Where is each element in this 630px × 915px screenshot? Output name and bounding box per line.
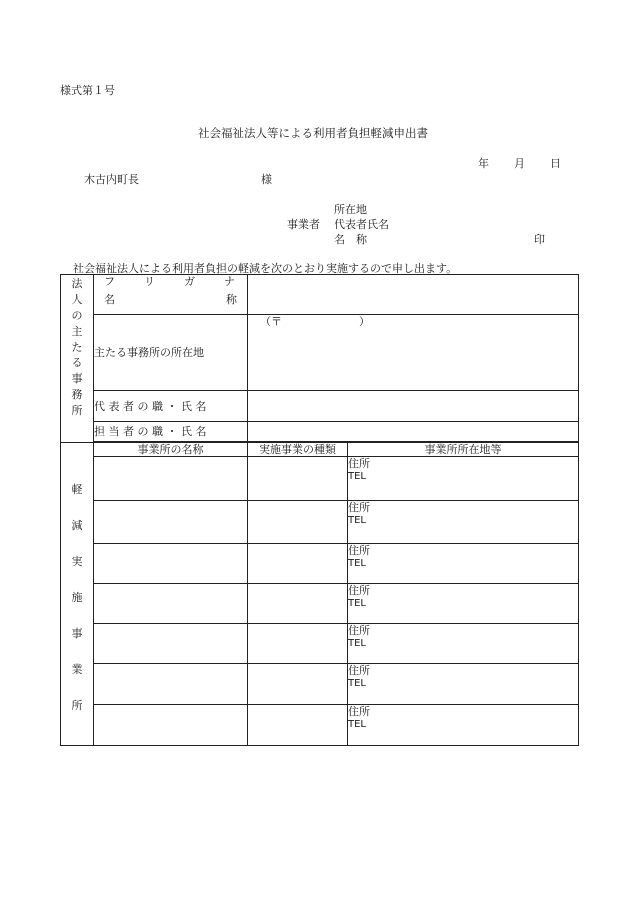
- side-label-char: 業: [71, 663, 83, 676]
- side-label-char: 主: [71, 324, 83, 338]
- office-address-label: 住所: [348, 664, 370, 677]
- office-tel-label: TEL: [348, 558, 366, 569]
- addressee-name: 木古内町長: [84, 173, 139, 186]
- office-row: [61, 705, 579, 746]
- side-label-char: 実: [71, 555, 83, 568]
- office-tel-label: TEL: [348, 678, 366, 689]
- office-type-header: 実施事業の種類: [248, 443, 348, 457]
- office-location-field[interactable]: [348, 457, 579, 501]
- form-title: 社会福祉法人等による利用者負担軽減申出書: [198, 126, 428, 140]
- seal-mark: 印: [534, 233, 545, 246]
- office-type-field[interactable]: [248, 705, 348, 746]
- side-label-char: る: [71, 356, 83, 370]
- office-row: [61, 664, 579, 705]
- office-location-field[interactable]: [348, 705, 579, 746]
- contact-field[interactable]: [248, 422, 579, 442]
- postal-mark: （〒 ）: [260, 315, 370, 328]
- office-row: [61, 457, 579, 501]
- furigana-char: ナ: [224, 275, 235, 288]
- office-tel-label: TEL: [348, 515, 366, 526]
- side-label-char: 所: [71, 699, 83, 712]
- side-label-char: 施: [71, 591, 83, 604]
- office-name-field[interactable]: [94, 457, 248, 501]
- side-label-char: 事: [71, 627, 83, 640]
- corp-address-label: 主たる事務所の所在地: [94, 346, 204, 359]
- office-address-label: 住所: [348, 457, 370, 470]
- furigana-char: ガ: [184, 275, 195, 288]
- office-name-field[interactable]: [94, 544, 248, 584]
- contact-label: 担 当 者 の 職 ・ 氏 名: [94, 425, 207, 438]
- office-tel-label: TEL: [348, 598, 366, 609]
- representative-field[interactable]: [248, 391, 579, 422]
- intro-text: 社会福祉法人による利用者負担の軽減を次のとおり実施するので申し出ます。: [73, 262, 458, 275]
- side-label-char: 事: [71, 372, 83, 386]
- corp-name-field[interactable]: [248, 275, 579, 315]
- applicant-name-label: 名 称: [334, 233, 367, 246]
- applicant-address-label: 所在地: [334, 203, 367, 216]
- addressee-honorific: 様: [261, 173, 272, 186]
- office-type-field[interactable]: [248, 457, 348, 501]
- office-name-field[interactable]: [94, 705, 248, 746]
- office-location-field[interactable]: [348, 544, 579, 584]
- name-label-char: 称: [226, 293, 237, 306]
- side-label-char: の: [71, 308, 83, 322]
- office-address-label: 住所: [348, 501, 370, 514]
- side-label-char: 法: [71, 277, 83, 290]
- date-month-label: 月: [514, 157, 525, 170]
- corp-office-side-label: [61, 275, 94, 443]
- date-day-label: 日: [550, 157, 561, 170]
- date-year-label: 年: [478, 157, 489, 170]
- office-location-field[interactable]: [348, 584, 579, 624]
- side-label-char: 務: [71, 388, 83, 402]
- representative-label-cell: [94, 391, 248, 422]
- side-label-char: 所: [71, 404, 83, 418]
- office-type-field[interactable]: [248, 544, 348, 584]
- office-address-label: 住所: [348, 624, 370, 637]
- office-row: [61, 584, 579, 624]
- office-name-field[interactable]: [94, 501, 248, 544]
- office-location-header: 事業所所在地等: [348, 443, 579, 457]
- corp-name-label: [94, 293, 247, 306]
- office-address-label: 住所: [348, 544, 370, 557]
- corp-name-label-cell: [94, 275, 248, 315]
- office-address-label: 住所: [348, 584, 370, 597]
- representative-label: 代 表 者 の 職 ・ 氏 名: [94, 399, 207, 413]
- office-type-field[interactable]: [248, 624, 348, 664]
- side-label-char: た: [71, 340, 83, 354]
- office-row: [61, 624, 579, 664]
- office-type-field[interactable]: [248, 584, 348, 624]
- contact-label-cell: [94, 422, 248, 442]
- office-name-field[interactable]: [94, 664, 248, 705]
- office-type-field[interactable]: [248, 501, 348, 544]
- office-location-field[interactable]: [348, 664, 579, 705]
- office-tel-label: TEL: [348, 471, 366, 482]
- office-type-field[interactable]: [248, 664, 348, 705]
- office-tel-label: TEL: [348, 719, 366, 730]
- furigana-char: フ: [104, 275, 115, 288]
- office-row: [61, 501, 579, 544]
- side-label-char: 人: [71, 292, 83, 306]
- application-table: [60, 274, 579, 746]
- office-location-field[interactable]: [348, 624, 579, 664]
- office-side-label: [61, 443, 94, 746]
- name-label-char: 名: [104, 293, 115, 306]
- side-label-char: 軽: [71, 483, 83, 496]
- office-tel-label: TEL: [348, 638, 366, 649]
- corp-address-field[interactable]: [248, 315, 579, 391]
- office-name-field[interactable]: [94, 624, 248, 664]
- office-location-field[interactable]: [348, 501, 579, 544]
- applicant-representative-label: 代表者氏名: [334, 218, 389, 231]
- office-address-label: 住所: [348, 705, 370, 718]
- office-row: [61, 544, 579, 584]
- form-number: 様式第１号: [60, 84, 115, 97]
- side-label-char: 減: [71, 519, 83, 532]
- applicant-role-label: 事業者: [287, 218, 320, 231]
- office-name-field[interactable]: [94, 584, 248, 624]
- corp-address-label-cell: [94, 315, 248, 391]
- furigana-label: [94, 275, 247, 288]
- office-name-header: 事業所の名称: [94, 443, 248, 457]
- furigana-char: リ: [144, 275, 155, 288]
